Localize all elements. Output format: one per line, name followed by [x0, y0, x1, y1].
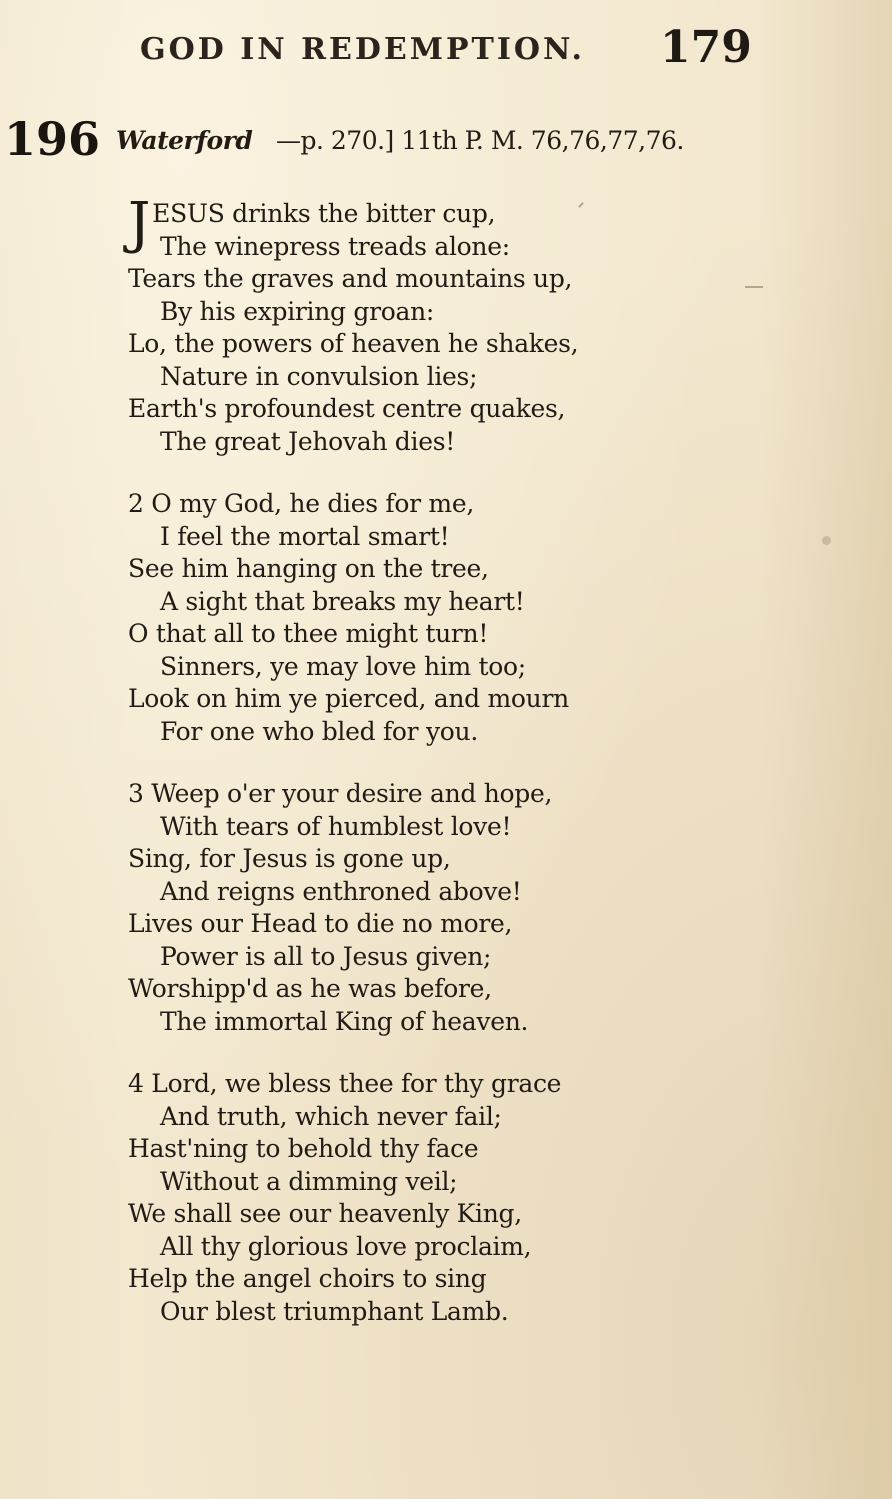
stanza-line: Look on him ye pierced, and mourn	[128, 684, 569, 713]
running-head	[140, 20, 760, 80]
meter-reference: —p. 270.] 11th P. M. 76,76,77,76.	[276, 126, 684, 155]
stanza-line: Power is all to Jesus given;	[160, 941, 492, 971]
hymn-header	[4, 112, 864, 172]
stanza-line: O that all to thee might turn!	[128, 619, 489, 648]
stanza-number: 2	[128, 489, 144, 518]
page-number: 179	[660, 22, 752, 73]
stanza-4	[128, 1068, 748, 1328]
stanza-line: Hast'ning to behold thy face	[128, 1134, 479, 1163]
stanza-line: And reigns enthroned above!	[160, 876, 522, 906]
stanza-line: Earth's profoundest centre quakes,	[128, 394, 566, 423]
stanza-line-text: Lord, we bless thee for thy grace	[151, 1069, 562, 1098]
stanza-line: Help the angel choirs to sing	[128, 1264, 487, 1293]
stanza-number: 4	[128, 1069, 144, 1098]
stanza-1	[128, 191, 748, 458]
stanza-line: See him hanging on the tree,	[128, 554, 489, 583]
stanza-line-text: Weep o'er your desire and hope,	[151, 779, 553, 808]
stanza-line: Lives our Head to die no more,	[128, 909, 513, 938]
stanza-line: For one who bled for you.	[160, 716, 478, 746]
print-speck	[745, 286, 763, 288]
stanza-line	[128, 488, 748, 521]
stanza-3	[128, 778, 748, 1038]
stanza-line: Nature in convulsion lies;	[160, 361, 478, 391]
tune-name: Waterford	[116, 126, 253, 155]
stanza-line: The winepress treads alone:	[160, 231, 510, 261]
stanza-line: A sight that breaks my heart!	[160, 586, 525, 616]
stanza-line: And truth, which never fail;	[160, 1101, 502, 1131]
stanza-line: By his expiring groan:	[160, 296, 435, 326]
stanza-line: I feel the mortal smart!	[160, 521, 450, 551]
stanza-line: All thy glorious love proclaim,	[160, 1231, 532, 1261]
stanza-line: We shall see our heavenly King,	[128, 1199, 522, 1228]
stanza-line: Sinners, ye may love him too;	[160, 651, 526, 681]
hymn-number: 196	[4, 112, 101, 166]
running-title: GOD IN REDEMPTION.	[140, 32, 585, 67]
stanza-number: 3	[128, 779, 144, 808]
stanza-line-text: O my God, he dies for me,	[151, 489, 474, 518]
first-line-text: ESUS drinks the bitter cup,	[152, 199, 496, 228]
stanza-line: Lo, the powers of heaven he shakes,	[128, 329, 579, 358]
stanza-line: Sing, for Jesus is gone up,	[128, 844, 451, 873]
stanza-line: The great Jehovah dies!	[160, 426, 455, 456]
stanza-line: Without a dimming veil;	[160, 1166, 458, 1196]
stanza-line: Tears the graves and mountains up,	[128, 264, 573, 293]
stanza-line: Worshipp'd as he was before,	[128, 974, 492, 1003]
stanza-line: With tears of humblest love!	[160, 811, 512, 841]
print-speck	[822, 536, 831, 545]
stanza-line	[128, 1068, 748, 1101]
drop-cap: J	[128, 191, 151, 256]
stanza-2	[128, 488, 748, 748]
stanza-line: The immortal King of heaven.	[160, 1006, 529, 1036]
hymn-body	[128, 191, 748, 1358]
stanza-line	[128, 778, 748, 811]
stanza-line: Our blest triumphant Lamb.	[160, 1296, 509, 1326]
